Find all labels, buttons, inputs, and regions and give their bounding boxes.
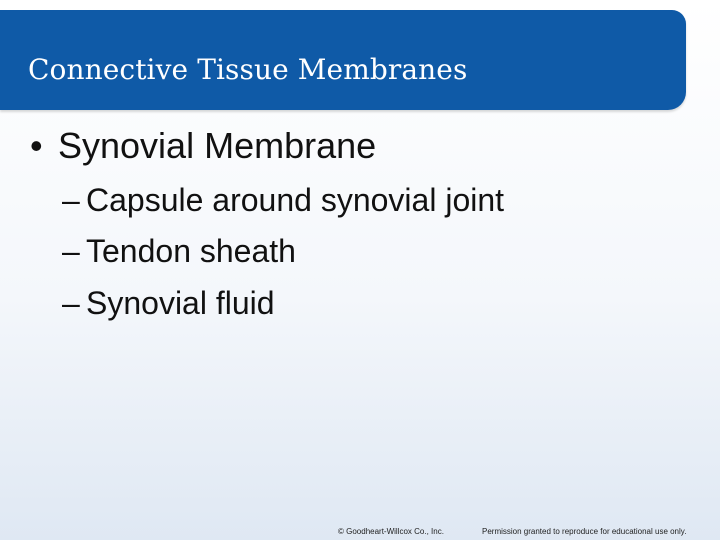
sub-bullet-1 <box>62 180 504 220</box>
bullet-icon: • <box>30 125 43 166</box>
dash-icon: – <box>62 233 80 269</box>
sub-bullet-3 <box>62 283 275 323</box>
sub-bullet-text: Capsule around synovial joint <box>86 182 505 218</box>
permission-notice: Permission granted to reproduce for educational use only. <box>482 527 687 536</box>
sub-bullet-2 <box>62 231 296 271</box>
sub-bullet-text: Tendon sheath <box>86 233 296 269</box>
main-bullet <box>30 124 376 168</box>
main-bullet-text: Synovial Membrane <box>58 125 377 166</box>
page-title: Connective Tissue Membranes <box>28 53 468 86</box>
dash-icon: – <box>62 285 80 321</box>
dash-icon: – <box>62 182 80 218</box>
sub-bullet-text: Synovial fluid <box>86 285 275 321</box>
copyright-notice: © Goodheart-Willcox Co., Inc. <box>338 527 444 536</box>
